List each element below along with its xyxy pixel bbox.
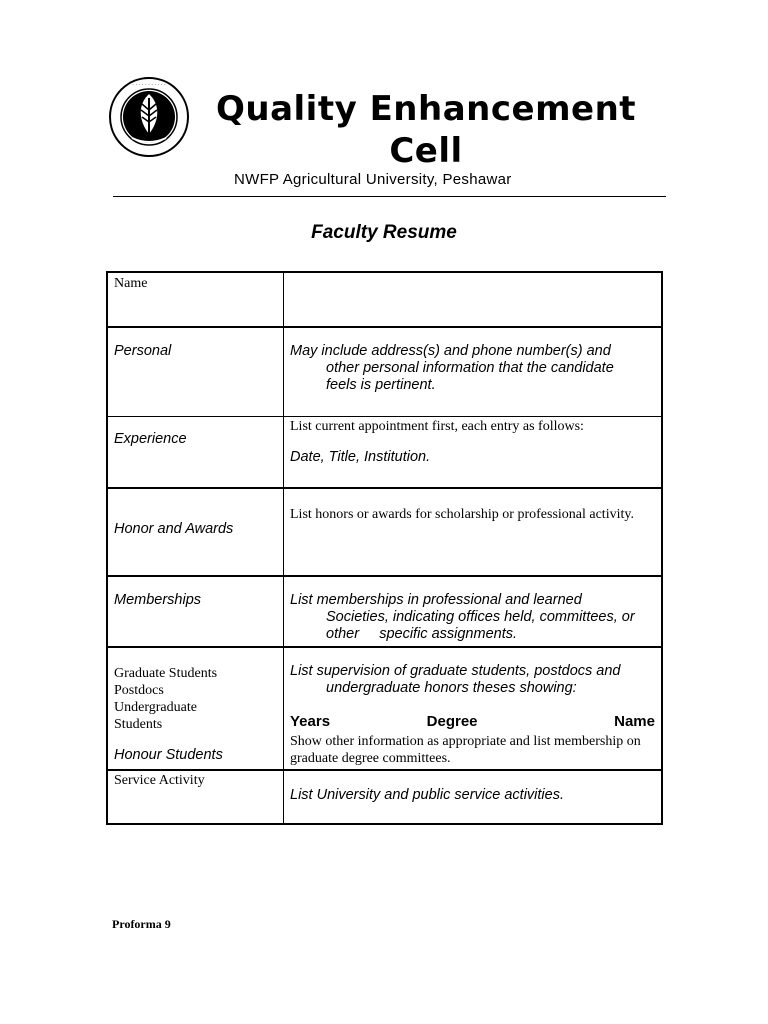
column-degree: Degree — [426, 713, 478, 730]
label-name: Name — [114, 276, 148, 291]
desc-cell-memberships — [284, 576, 663, 647]
desc-personal-line-1: May include address(s) and phone number(s) and — [290, 343, 611, 359]
desc-cell-personal — [284, 327, 663, 416]
row-memberships — [107, 576, 662, 647]
row-name — [107, 272, 662, 327]
desc-cell-service — [284, 770, 663, 824]
label-students: Students — [114, 717, 163, 732]
label-memberships: Memberships — [114, 592, 202, 608]
desc-cell-experience — [284, 416, 663, 488]
resume-table — [106, 271, 663, 825]
label-postdocs: Postdocs — [114, 683, 164, 698]
row-honors — [107, 488, 662, 576]
form-title: Faculty Resume — [311, 222, 457, 243]
proforma-number: Proforma 9 — [112, 917, 171, 931]
label-experience: Experience — [114, 430, 187, 447]
label-cell-personal — [107, 327, 284, 416]
label-service-activity: Service Activity — [114, 773, 205, 788]
label-honors: Honor and Awards — [114, 521, 234, 537]
label-undergraduate: Undergraduate — [114, 700, 197, 715]
desc-experience: List current appointment first, each entry as follows: — [290, 418, 584, 434]
name-entry-field[interactable] — [284, 272, 663, 327]
svg-text:· · · · · · · · · · ·: · · · · · · · · · · · — [132, 82, 166, 88]
desc-graduate-extra: Show other information as appropriate and list membership on graduate degree committees. — [290, 734, 641, 766]
university-subtitle: NWFP Agricultural University, Peshawar — [234, 171, 512, 188]
column-name: Name — [614, 713, 655, 730]
desc-personal-line-2: other personal information that the candidate — [326, 360, 614, 376]
desc-cell-graduate — [284, 647, 663, 770]
page-title: Quality Enhancement Cell — [215, 89, 637, 171]
column-years: Years — [290, 713, 331, 730]
label-cell-graduate — [107, 647, 284, 770]
desc-cell-honors — [284, 488, 663, 576]
desc-memberships-line-3: other specific assignments. — [326, 626, 517, 642]
label-cell-service — [107, 770, 284, 824]
row-personal — [107, 327, 662, 416]
desc-service: List University and public service activities. — [290, 787, 564, 803]
label-cell-honors — [107, 488, 284, 576]
label-honour-students: Honour Students — [114, 747, 223, 763]
row-graduate-students — [107, 647, 662, 770]
desc-honors: List honors or awards for scholarship or professional activity. — [290, 507, 634, 522]
label-graduate-students: Graduate Students — [114, 666, 218, 681]
desc-personal-line-3: feels is pertinent. — [326, 377, 436, 393]
desc-memberships-line-1: List memberships in professional and learned — [290, 592, 582, 608]
header-divider — [113, 196, 666, 197]
label-cell-memberships — [107, 576, 284, 647]
desc-graduate-line-2: undergraduate honors theses showing: — [326, 680, 577, 696]
desc-memberships-line-2: Societies, indicating offices held, committees, or — [326, 609, 635, 625]
columns-header — [290, 713, 655, 730]
row-experience — [107, 416, 662, 488]
label-personal: Personal — [114, 343, 172, 359]
row-service-activity — [107, 770, 662, 824]
desc-experience-format: Date, Title, Institution. — [290, 448, 431, 465]
label-cell-experience — [107, 416, 284, 488]
desc-graduate-line-1: List supervision of graduate students, postdocs and — [290, 663, 621, 679]
university-seal-logo — [108, 76, 190, 158]
label-cell-name — [107, 272, 284, 327]
